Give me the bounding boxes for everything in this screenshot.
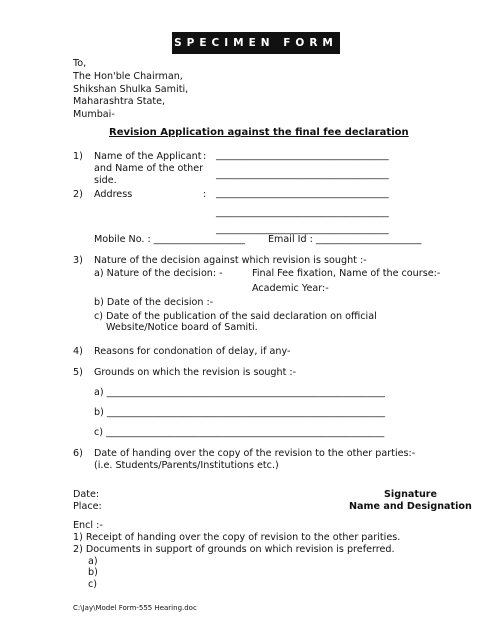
item4-number: 4) [73, 346, 83, 357]
enclosure-sub-c: c) [88, 579, 98, 590]
item1-label-line2: and Name of the other [94, 163, 204, 174]
item3c-line2: Website/Notice board of Samiti. [106, 322, 258, 333]
signature-label: Signature [384, 489, 438, 500]
address-line-5: Mumbai- [73, 109, 115, 120]
applicant-name-line-1[interactable]: ____________________________________ [216, 150, 389, 161]
address-field-line-1[interactable]: ____________________________________ [216, 188, 389, 199]
address-line-4: Maharashtra State, [73, 96, 166, 107]
item1-label-line1: Name of the Applicant [94, 151, 202, 162]
item2-colon: : [203, 189, 207, 200]
item3c-line1: c) Date of the publication of the said declaration on official [94, 311, 377, 322]
enclosure-item-1: 1) Receipt of handing over the copy of revision to the other parities. [73, 532, 401, 543]
footer-file-path: C:\Jay\Model Form-555 Hearing.doc [73, 604, 197, 612]
form-title: Revision Application against the final fee declaration [109, 127, 409, 138]
address-field-line-3[interactable]: ____________________________________ [216, 224, 389, 235]
name-designation-label: Name and Designation [349, 501, 472, 512]
item6-text-line1: Date of handing over the copy of the revision to the other parties:- [94, 448, 416, 459]
address-line-1: To, [73, 58, 87, 69]
ground-c-field[interactable]: c) __________________________________________________________ [94, 427, 385, 438]
address-line-3: Shikshan Shulka Samiti, [73, 84, 189, 95]
item1-colon: : [203, 151, 207, 162]
item5-text: Grounds on which the revision is sought :- [94, 367, 297, 378]
specimen-form-banner: SPECIMEN FORM [172, 32, 340, 54]
item3a-label: a) Nature of the decision: - [94, 268, 223, 279]
enclosures-title: Encl :- [73, 520, 103, 531]
item2-label: Address [94, 189, 133, 200]
ground-b-field[interactable]: b) __________________________________________________________ [94, 407, 386, 418]
date-label: Date: [73, 489, 100, 500]
item3a-academic-year: Academic Year:- [252, 283, 329, 294]
item3-text: Nature of the decision against which revision is sought :- [94, 255, 367, 266]
enclosure-sub-b: b) [88, 567, 98, 578]
applicant-name-line-2[interactable]: ____________________________________ [216, 169, 389, 180]
enclosure-sub-a: a) [88, 556, 98, 567]
item6-number: 6) [73, 448, 83, 459]
item2-number: 2) [73, 189, 83, 200]
item6-text-line2: (i.e. Students/Parents/Institutions etc.) [94, 460, 279, 471]
address-field-line-2[interactable]: ____________________________________ [216, 207, 389, 218]
ground-a-field[interactable]: a) __________________________________________________________ [94, 387, 385, 398]
place-label: Place: [73, 501, 102, 512]
item3a-course: Final Fee fixation, Name of the course:- [252, 268, 441, 279]
item3-number: 3) [73, 255, 83, 266]
email-field[interactable]: Email Id : ______________________ [268, 234, 422, 245]
mobile-field[interactable]: Mobile No. : ___________________ [94, 234, 245, 245]
enclosure-item-2: 2) Documents in support of grounds on which revision is preferred. [73, 544, 395, 555]
address-line-2: The Hon'ble Chairman, [73, 71, 183, 82]
item5-number: 5) [73, 367, 83, 378]
item4-text: Reasons for condonation of delay, if any- [94, 346, 291, 357]
item1-label-line3: side. [94, 175, 117, 186]
item1-number: 1) [73, 151, 83, 162]
item3b-label: b) Date of the decision :- [94, 297, 214, 308]
